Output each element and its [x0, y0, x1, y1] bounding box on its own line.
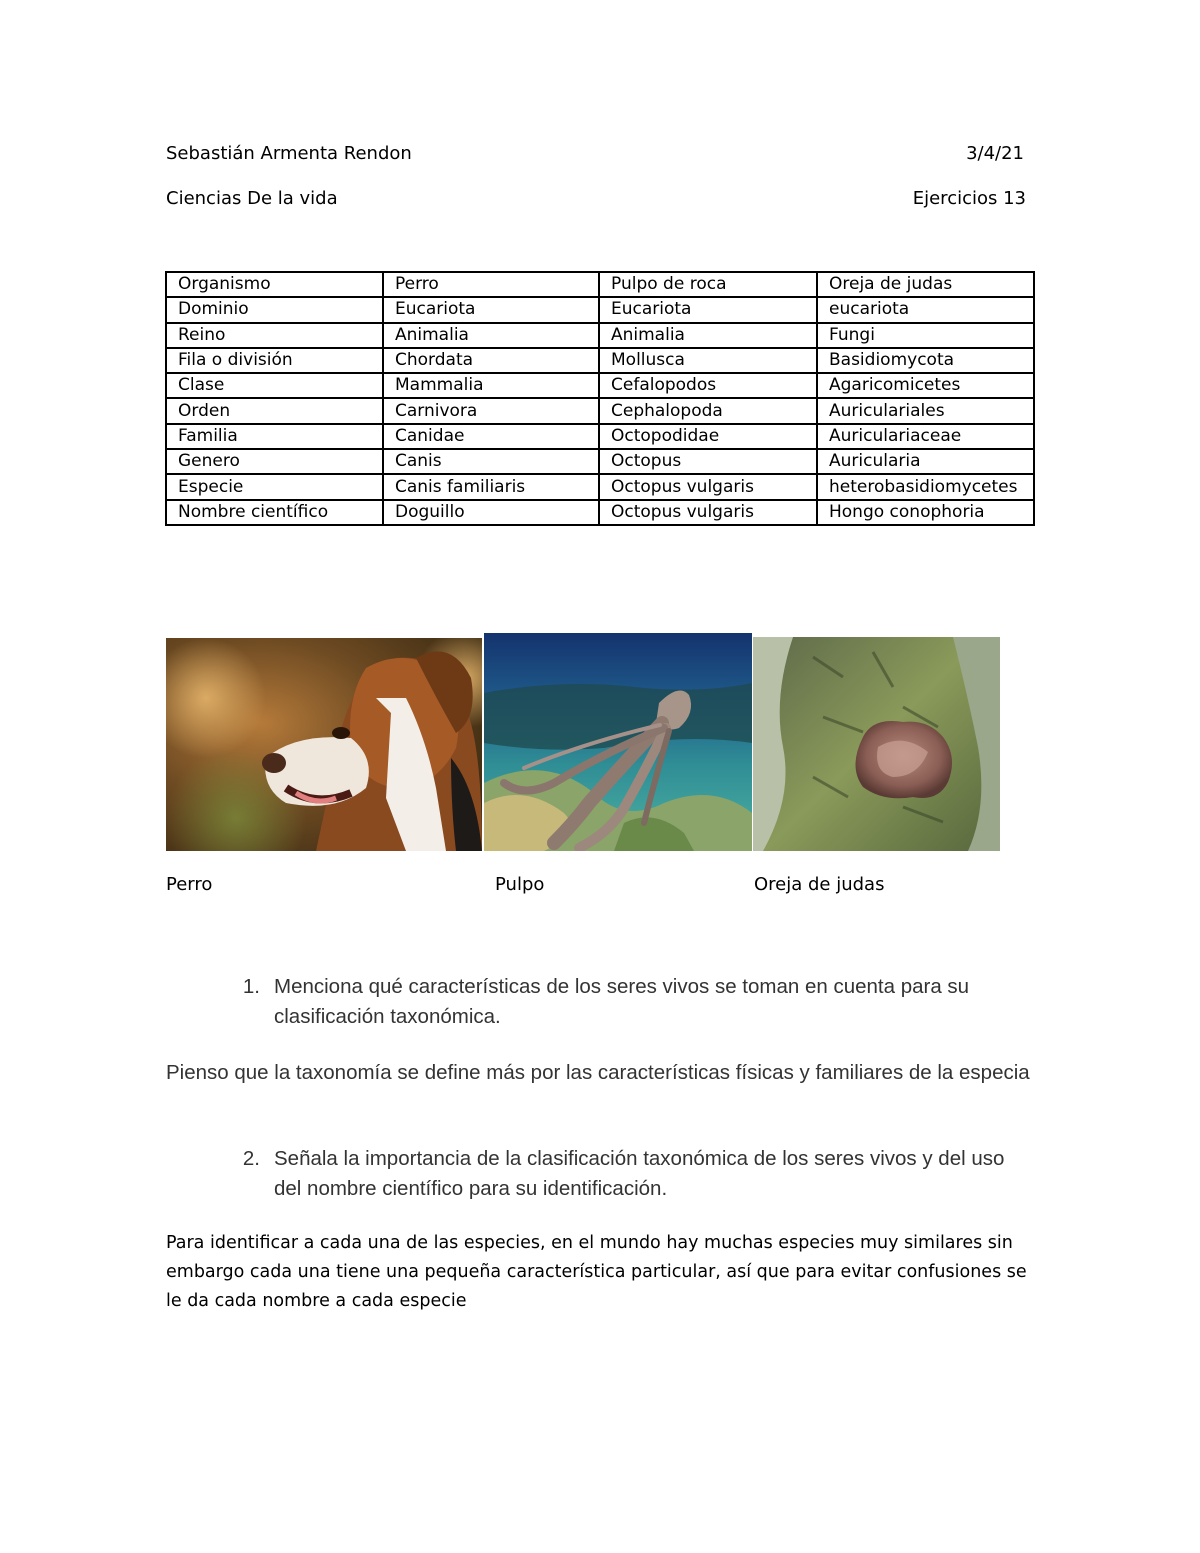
table-row — [166, 500, 1034, 525]
table-cell: Carnivora — [383, 398, 599, 423]
assignment-title: Ejercicios 13 — [912, 188, 1026, 209]
row-label-cell: Organismo — [166, 272, 383, 297]
table-cell: Perro — [383, 272, 599, 297]
row-label-cell: Nombre científico — [166, 500, 383, 525]
table-cell: Canidae — [383, 424, 599, 449]
table-row — [166, 449, 1034, 474]
document-date: 3/4/21 — [966, 143, 1024, 164]
table-cell: Octopus vulgaris — [599, 500, 817, 525]
row-label-cell: Genero — [166, 449, 383, 474]
fungus-photo — [753, 637, 1000, 851]
table-cell: Mammalia — [383, 373, 599, 398]
table-row — [166, 398, 1034, 423]
table-cell: Hongo conophoria — [817, 500, 1034, 525]
table-row — [166, 323, 1034, 348]
table-cell: Agaricomicetes — [817, 373, 1034, 398]
table-row — [166, 297, 1034, 322]
row-label-cell: Fila o división — [166, 348, 383, 373]
table-cell: eucariota — [817, 297, 1034, 322]
question-1-number: 1. — [242, 975, 260, 998]
question-2-text: Señala la importancia de la clasificación taxonómica de los seres vivos y del uso del nombre científico para su identificación. — [274, 1147, 1005, 1200]
row-label-cell: Orden — [166, 398, 383, 423]
table-row — [166, 424, 1034, 449]
answer-1: Pienso que la taxonomía se define más por las características físicas y familiares de la especia — [166, 1061, 1030, 1084]
table-cell: Doguillo — [383, 500, 599, 525]
caption-octopus: Pulpo — [495, 874, 545, 895]
caption-fungus: Oreja de judas — [754, 874, 885, 895]
row-label-cell: Familia — [166, 424, 383, 449]
row-label-cell: Dominio — [166, 297, 383, 322]
table-cell: Chordata — [383, 348, 599, 373]
row-label-cell: Clase — [166, 373, 383, 398]
answer-2: Para identificar a cada una de las especies, en el mundo hay muchas especies muy similares sin embargo cada una tiene una pequeña característica particular, así que para evitar confusiones se le da cada nombre a cada especie — [166, 1233, 1027, 1311]
table-row — [166, 474, 1034, 499]
table-cell: Auriculariaceae — [817, 424, 1034, 449]
table-cell: Animalia — [599, 323, 817, 348]
table-cell: Auricularia — [817, 449, 1034, 474]
table-cell: Pulpo de roca — [599, 272, 817, 297]
table-cell: Eucariota — [383, 297, 599, 322]
table-cell: Cefalopodos — [599, 373, 817, 398]
taxonomy-table — [165, 271, 1035, 526]
table-cell: Canis familiaris — [383, 474, 599, 499]
table-cell: Basidiomycota — [817, 348, 1034, 373]
table-cell: Cephalopoda — [599, 398, 817, 423]
table-row — [166, 373, 1034, 398]
dog-photo — [166, 638, 482, 851]
table-cell: Oreja de judas — [817, 272, 1034, 297]
table-cell: Canis — [383, 449, 599, 474]
table-cell: heterobasidiomycetes — [817, 474, 1034, 499]
octopus-photo — [484, 633, 752, 851]
row-label-cell: Especie — [166, 474, 383, 499]
caption-dog: Perro — [166, 874, 213, 895]
table-cell: Eucariota — [599, 297, 817, 322]
table-cell: Octopus — [599, 449, 817, 474]
subject-name: Ciencias De la vida — [166, 188, 338, 209]
table-cell: Octopus vulgaris — [599, 474, 817, 499]
question-2-number: 2. — [242, 1147, 260, 1170]
question-1-text: Menciona qué características de los seres vivos se toman en cuenta para su clasificación taxonómica. — [274, 975, 970, 1028]
table-cell: Mollusca — [599, 348, 817, 373]
table-cell: Auriculariales — [817, 398, 1034, 423]
table-row — [166, 348, 1034, 373]
table-row — [166, 272, 1034, 297]
author-name: Sebastián Armenta Rendon — [166, 143, 412, 164]
table-cell: Fungi — [817, 323, 1034, 348]
table-cell: Animalia — [383, 323, 599, 348]
table-cell: Octopodidae — [599, 424, 817, 449]
row-label-cell: Reino — [166, 323, 383, 348]
